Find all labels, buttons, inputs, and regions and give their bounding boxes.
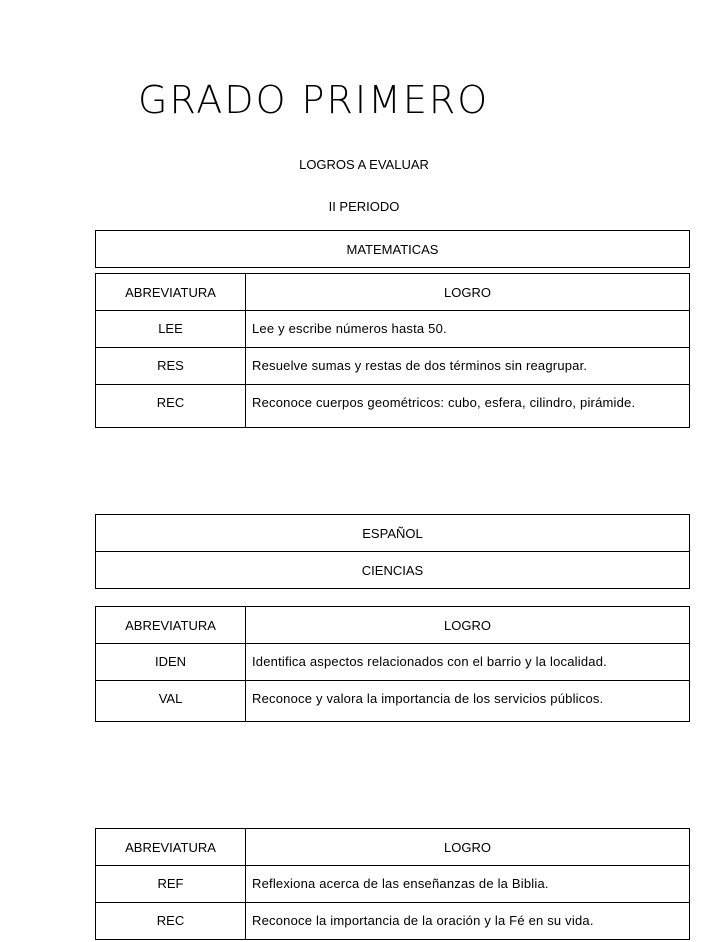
row-abbreviation: REC	[96, 903, 246, 940]
column-header-abbreviation: ABREVIATURA	[96, 829, 246, 866]
subject-label: ESPAÑOL	[96, 515, 690, 552]
period-label: II PERIODO	[328, 199, 400, 214]
row-abbreviation: RES	[96, 348, 246, 385]
subject-label: CIENCIAS	[96, 552, 690, 589]
row-logro: Identifica aspectos relacionados con el barrio y la localidad.	[246, 644, 690, 681]
table-row	[96, 311, 690, 348]
row-logro: Lee y escribe números hasta 50.	[246, 311, 690, 348]
row-logro: Resuelve sumas y restas de dos términos sin reagrupar.	[246, 348, 690, 385]
row-abbreviation: REF	[96, 866, 246, 903]
table-row	[96, 348, 690, 385]
column-header-abbreviation: ABREVIATURA	[96, 607, 246, 644]
column-header-logro: LOGRO	[246, 607, 690, 644]
column-header-logro: LOGRO	[246, 829, 690, 866]
row-abbreviation: VAL	[96, 681, 246, 722]
row-abbreviation: LEE	[96, 311, 246, 348]
subject-header-matematicas	[95, 230, 690, 268]
row-logro: Reconoce y valora la importancia de los servicios públicos.	[246, 681, 690, 722]
column-header-logro: LOGRO	[246, 274, 690, 311]
subject-label: MATEMATICAS	[96, 231, 690, 268]
page-title: GRADO PRIMERO	[138, 78, 490, 122]
column-header-abbreviation: ABREVIATURA	[96, 274, 246, 311]
subject-header-espanol-ciencias	[95, 514, 690, 589]
row-abbreviation: REC	[96, 385, 246, 428]
row-logro: Reflexiona acerca de las enseñanzas de la Biblia.	[246, 866, 690, 903]
logros-table-matematicas	[95, 273, 690, 428]
logros-table-ciencias	[95, 606, 690, 722]
table-row	[96, 385, 690, 428]
logros-table-religion	[95, 828, 690, 940]
table-row	[96, 866, 690, 903]
table-row	[96, 681, 690, 722]
table-row	[96, 903, 690, 940]
subtitle: LOGROS A EVALUAR	[299, 157, 429, 172]
row-logro: Reconoce la importancia de la oración y la Fé en su vida.	[246, 903, 690, 940]
row-logro: Reconoce cuerpos geométricos: cubo, esfera, cilindro, pirámide.	[246, 385, 690, 428]
row-abbreviation: IDEN	[96, 644, 246, 681]
table-row	[96, 644, 690, 681]
